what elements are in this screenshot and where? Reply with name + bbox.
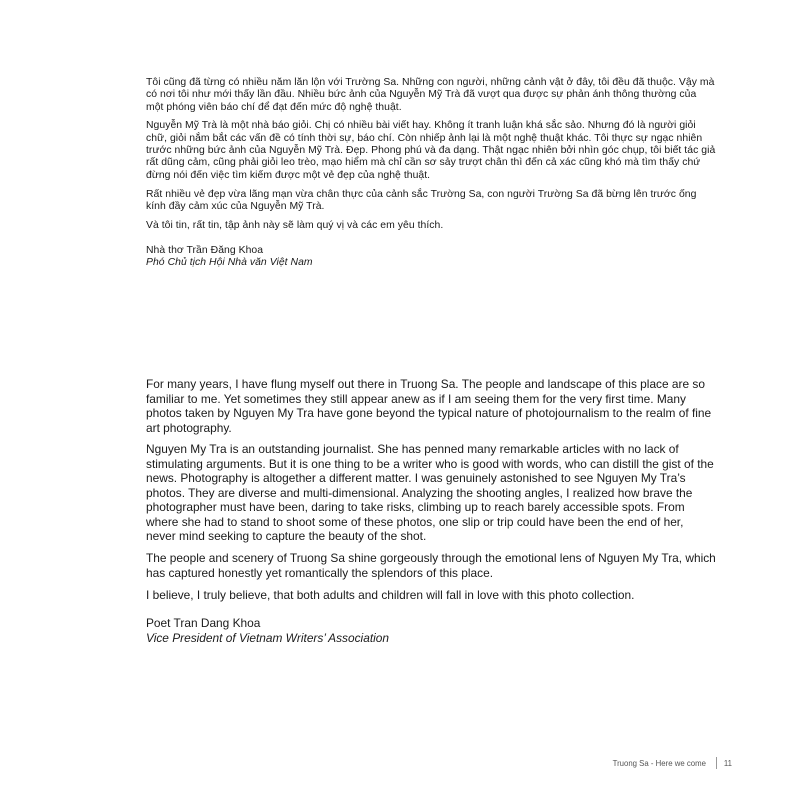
footer-divider bbox=[716, 757, 717, 769]
en-signature-name: Poet Tran Dang Khoa bbox=[146, 616, 261, 631]
english-text-block bbox=[146, 377, 716, 645]
en-paragraph-2: Nguyen My Tra is an outstanding journalist. She has penned many remarkable articles with no lack of stimulating arguments. But it is one thing to be a writer who is good with words, who can distill the gist of the news. Photography is altogether a different matter. I was genuinely astonished to see Nguyen My Tra’s photos. They are diverse and multi-dimensional. Analyzing the shooting angles, I realized how brave the photographer must have been, daring to take risks, climbing up to reach barely accessible spots. From where she had to stand to shoot some of these photos, one slip or trip could have been the end of her, never mind seeking to capture the beauty of the shot. bbox=[146, 442, 714, 544]
en-paragraph-4: I believe, I truly believe, that both adults and children will fall in love with this photo collection. bbox=[146, 587, 635, 602]
vi-signature-name: Nhà thơ Trần Đăng Khoa bbox=[146, 245, 264, 257]
footer-book-title: Truong Sa - Here we come bbox=[612, 758, 706, 768]
vi-signature bbox=[146, 245, 716, 270]
page-footer bbox=[613, 757, 732, 769]
en-signature-role: Vice President of Vietnam Writers’ Association bbox=[146, 630, 389, 645]
vi-paragraph-3: Rất nhiều vẻ đẹp vừa lãng mạn vừa chân thực của cảnh sắc Trường Sa, con người Trường Sa đã bừng lên trước ống kính đầy cảm xúc của Nguyễn Mỹ Trà. bbox=[146, 188, 697, 212]
vietnamese-text-block bbox=[146, 77, 716, 270]
page-number: 11 bbox=[723, 758, 732, 768]
vi-paragraph-2: Nguyễn Mỹ Trà là một nhà báo giỏi. Chị có nhiều bài viết hay. Không ít tranh luận khá sắc sảo. Nhưng đó là người giỏi chữ, giỏi nắm bắt các vấn đề có tính thời sự, báo chí. Còn nhiếp ảnh lại là một nghệ thuật khác. Tôi thực sự ngạc nhiên trước những bức ảnh của Nguyễn Mỹ Trà. Đẹp. Phong phú và đa dạng. Thật ngạc nhiên bởi nhìn góc chụp, tôi biết tác giả rất dũng cảm, cũng phải giỏi leo trèo, mạo hiểm mà chỉ cần sơ sảy trượt chân thì đến cả xác cũng khó mà tìm thấy chứ đừng nói đến việc tìm kiếm được một vẻ đẹp của nghệ thuật. bbox=[146, 120, 716, 181]
vi-paragraph-4: Và tôi tin, rất tin, tập ảnh này sẽ làm quý vị và các em yêu thích. bbox=[146, 219, 444, 231]
vi-paragraph-1: Tôi cũng đã từng có nhiều năm lăn lộn với Trường Sa. Những con người, những cảnh vật ở đây, tôi đều đã thuộc. Vậy mà có nơi tôi như mới thấy lần đầu. Nhiều bức ảnh của Nguyễn Mỹ Trà đã vượt qua được sự phản ánh thông thường của một phóng viên báo chí để đạt đến mức độ nghệ thuật. bbox=[146, 77, 715, 113]
en-paragraph-1: For many years, I have flung myself out there in Truong Sa. The people and landscape of this place are so familiar to me. Yet sometimes they still appear anew as if I am seeing them for the very first time. Many photos taken by Nguyen My Tra have gone beyond the typical nature of photojournalism to the realm of fine art photography. bbox=[146, 377, 712, 435]
vi-signature-role: Phó Chủ tịch Hội Nhà văn Việt Nam bbox=[146, 257, 313, 269]
en-paragraph-3: The people and scenery of Truong Sa shine gorgeously through the emotional lens of Nguyen My Tra, which has captured honestly yet romantically the splendors of this place. bbox=[146, 551, 716, 580]
en-signature bbox=[146, 616, 716, 645]
